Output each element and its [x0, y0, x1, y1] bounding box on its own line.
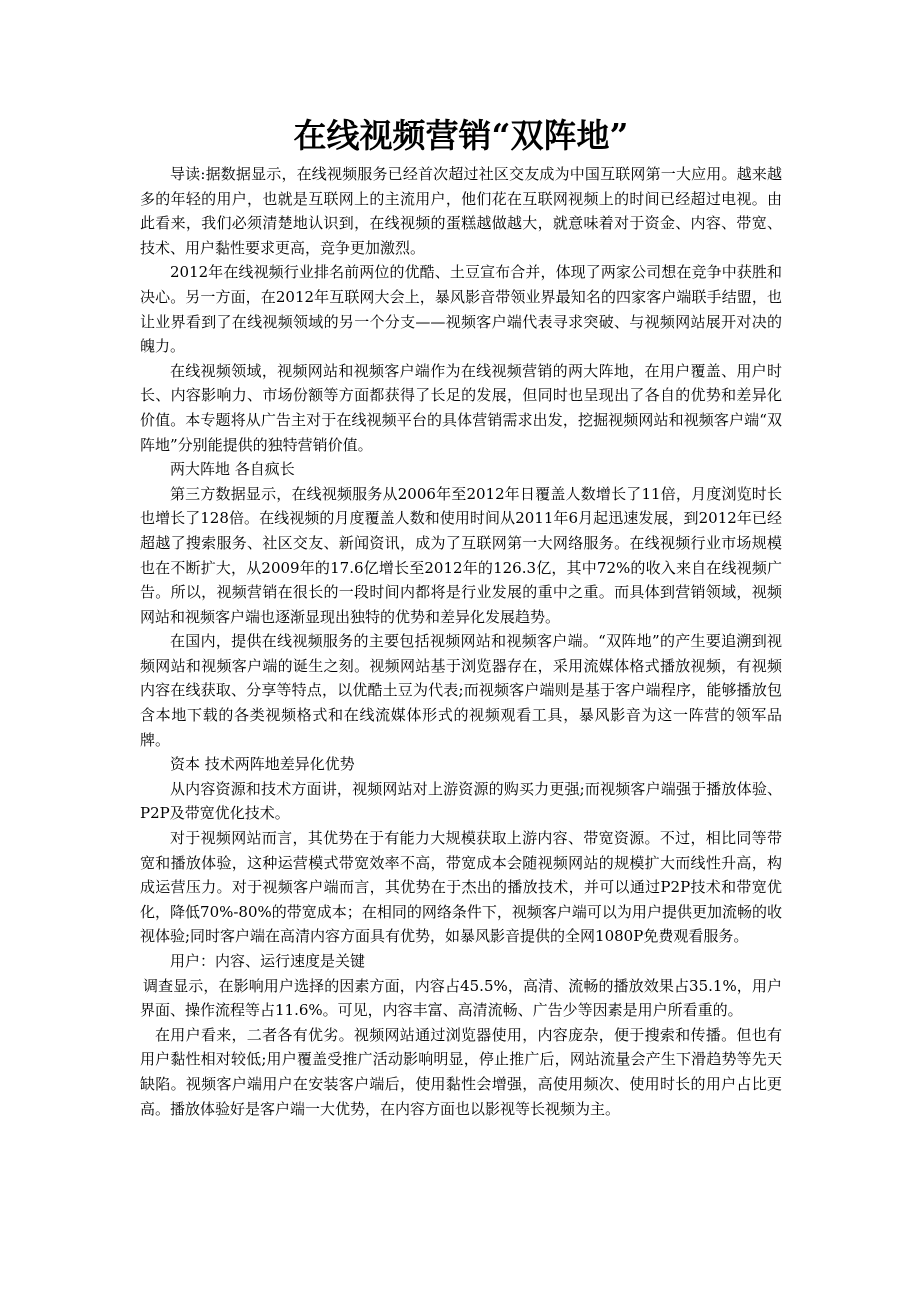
- section-heading-growth: 两大阵地 各自疯长: [170, 460, 295, 479]
- document-title: 在线视频营销“双阵地”: [293, 116, 629, 155]
- third-party-data-paragraph: 第三方数据显示，在线视频服务从2006年至2012年日覆盖人数增长了11倍，月度浏览时长也增长了128倍。在线视频的月度覆盖人数和使用时间从2011年6月起迅速发展，到2012年已经超越了搜索服务、社区交友、新闻资讯，成为了互联网第一大网络服务。在线视频行业市场规模也在不断扩大，从2009年的17.6亿增长至2012年的126.3亿，其中72%的收入来自在线视频广告。所以，视频营销在很长的一段时间内都将是行业发展的重中之重。而具体到营销领域，视频网站和视频客户端也逐渐显现出独特的优势和差异化发展趋势。: [140, 484, 782, 626]
- user-view-paragraph: 在用户看来，二者各有优劣。视频网站通过浏览器使用，内容庞杂，便于搜索和传播。但也有用户黏性相对较低;用户覆盖受推广活动影响明显，停止推广后，网站流量会产生下滑趋势等先天缺陷。视频客户端用户在安装客户端后，使用黏性会增强，高使用频次、使用时长的用户占比更高。播放体验好是客户端一大优势，在内容方面也以影视等长视频为主。: [140, 1025, 782, 1118]
- survey-paragraph: 调查显示，在影响用户选择的因素方面，内容占45.5%，高清、流畅的播放效果占35.1%，用户界面、操作流程等占11.6%。可见，内容丰富、高清流畅、广告少等因素是用户所看重的。: [140, 976, 782, 1020]
- section-heading-users: 用户：内容、运行速度是关键: [170, 952, 366, 970]
- bandwidth-paragraph: 对于视频网站而言，其优势在于有能力大规模获取上游内容、带宽资源。不过，相比同等带宽和播放体验，这种运营模式带宽效率不高，带宽成本会随视频网站的规模扩大而线性升高，构成运营压力。对于视频客户端而言，其优势在于杰出的播放技术，并可以通过P2P技术和带宽优化，降低70%-80%的带宽成本；在相同的网络条件下，视频客户端可以为用户提供更加流畅的收视体验;同时客户端在高清内容方面具有优势，如暴风影音提供的全网1080P免费观看服务。: [140, 829, 782, 946]
- domestic-services-paragraph: 在国内，提供在线视频服务的主要包括视频网站和视频客户端。“双阵地”的产生要追溯到视频网站和视频客户端的诞生之刻。视频网站基于浏览器存在，采用流媒体格式播放视频，有视频内容在线获取、分享等特点，以优酷土豆为代表;而视频客户端则是基于客户端程序，能够播放包含本地下载的各类视频格式和在线流媒体形式的视频观看工具，暴风影音为这一阵营的领军品牌。: [140, 632, 782, 749]
- two-positions-paragraph: 在线视频领域，视频网站和视频客户端作为在线视频营销的两大阵地，在用户覆盖、用户时长、内容影响力、市场份额等方面都获得了长足的发展，但同时也呈现出了各自的优势和差异化价值。本专题将从广告主对于在线视频平台的具体营销需求出发，挖掘视频网站和视频客户端“双阵地”分别能提供的独特营销价值。: [140, 361, 782, 454]
- merger-paragraph: 2012年在线视频行业排名前两位的优酷、土豆宣布合并，体现了两家公司想在竞争中获胜和决心。另一方面，在2012年互联网大会上，暴风影音带领业界最知名的四家客户端联手结盟，也让业界看到了在线视频领域的另一个分支——视频客户端代表寻求突破、与视频网站展开对决的魄力。: [140, 263, 782, 356]
- document-page: [140, 112, 782, 1121]
- intro-paragraph: 导读:据数据显示，在线视频服务已经首次超过社区交友成为中国互联网第一大应用。越来越多的年轻的用户，也就是互联网上的主流用户，他们花在互联网视频上的时间已经超过电视。由此看来，我们必须清楚地认识到，在线视频的蛋糕越做越大，就意味着对于资金、内容、带宽、技术、用户黏性要求更高，竞争更加激烈。: [140, 165, 782, 257]
- section-heading-advantages: 资本 技术两阵地差异化优势: [170, 755, 355, 774]
- content-tech-paragraph: 从内容资源和技术方面讲，视频网站对上游资源的购买力更强;而视频客户端强于播放体验、P2P及带宽优化技术。: [140, 779, 782, 823]
